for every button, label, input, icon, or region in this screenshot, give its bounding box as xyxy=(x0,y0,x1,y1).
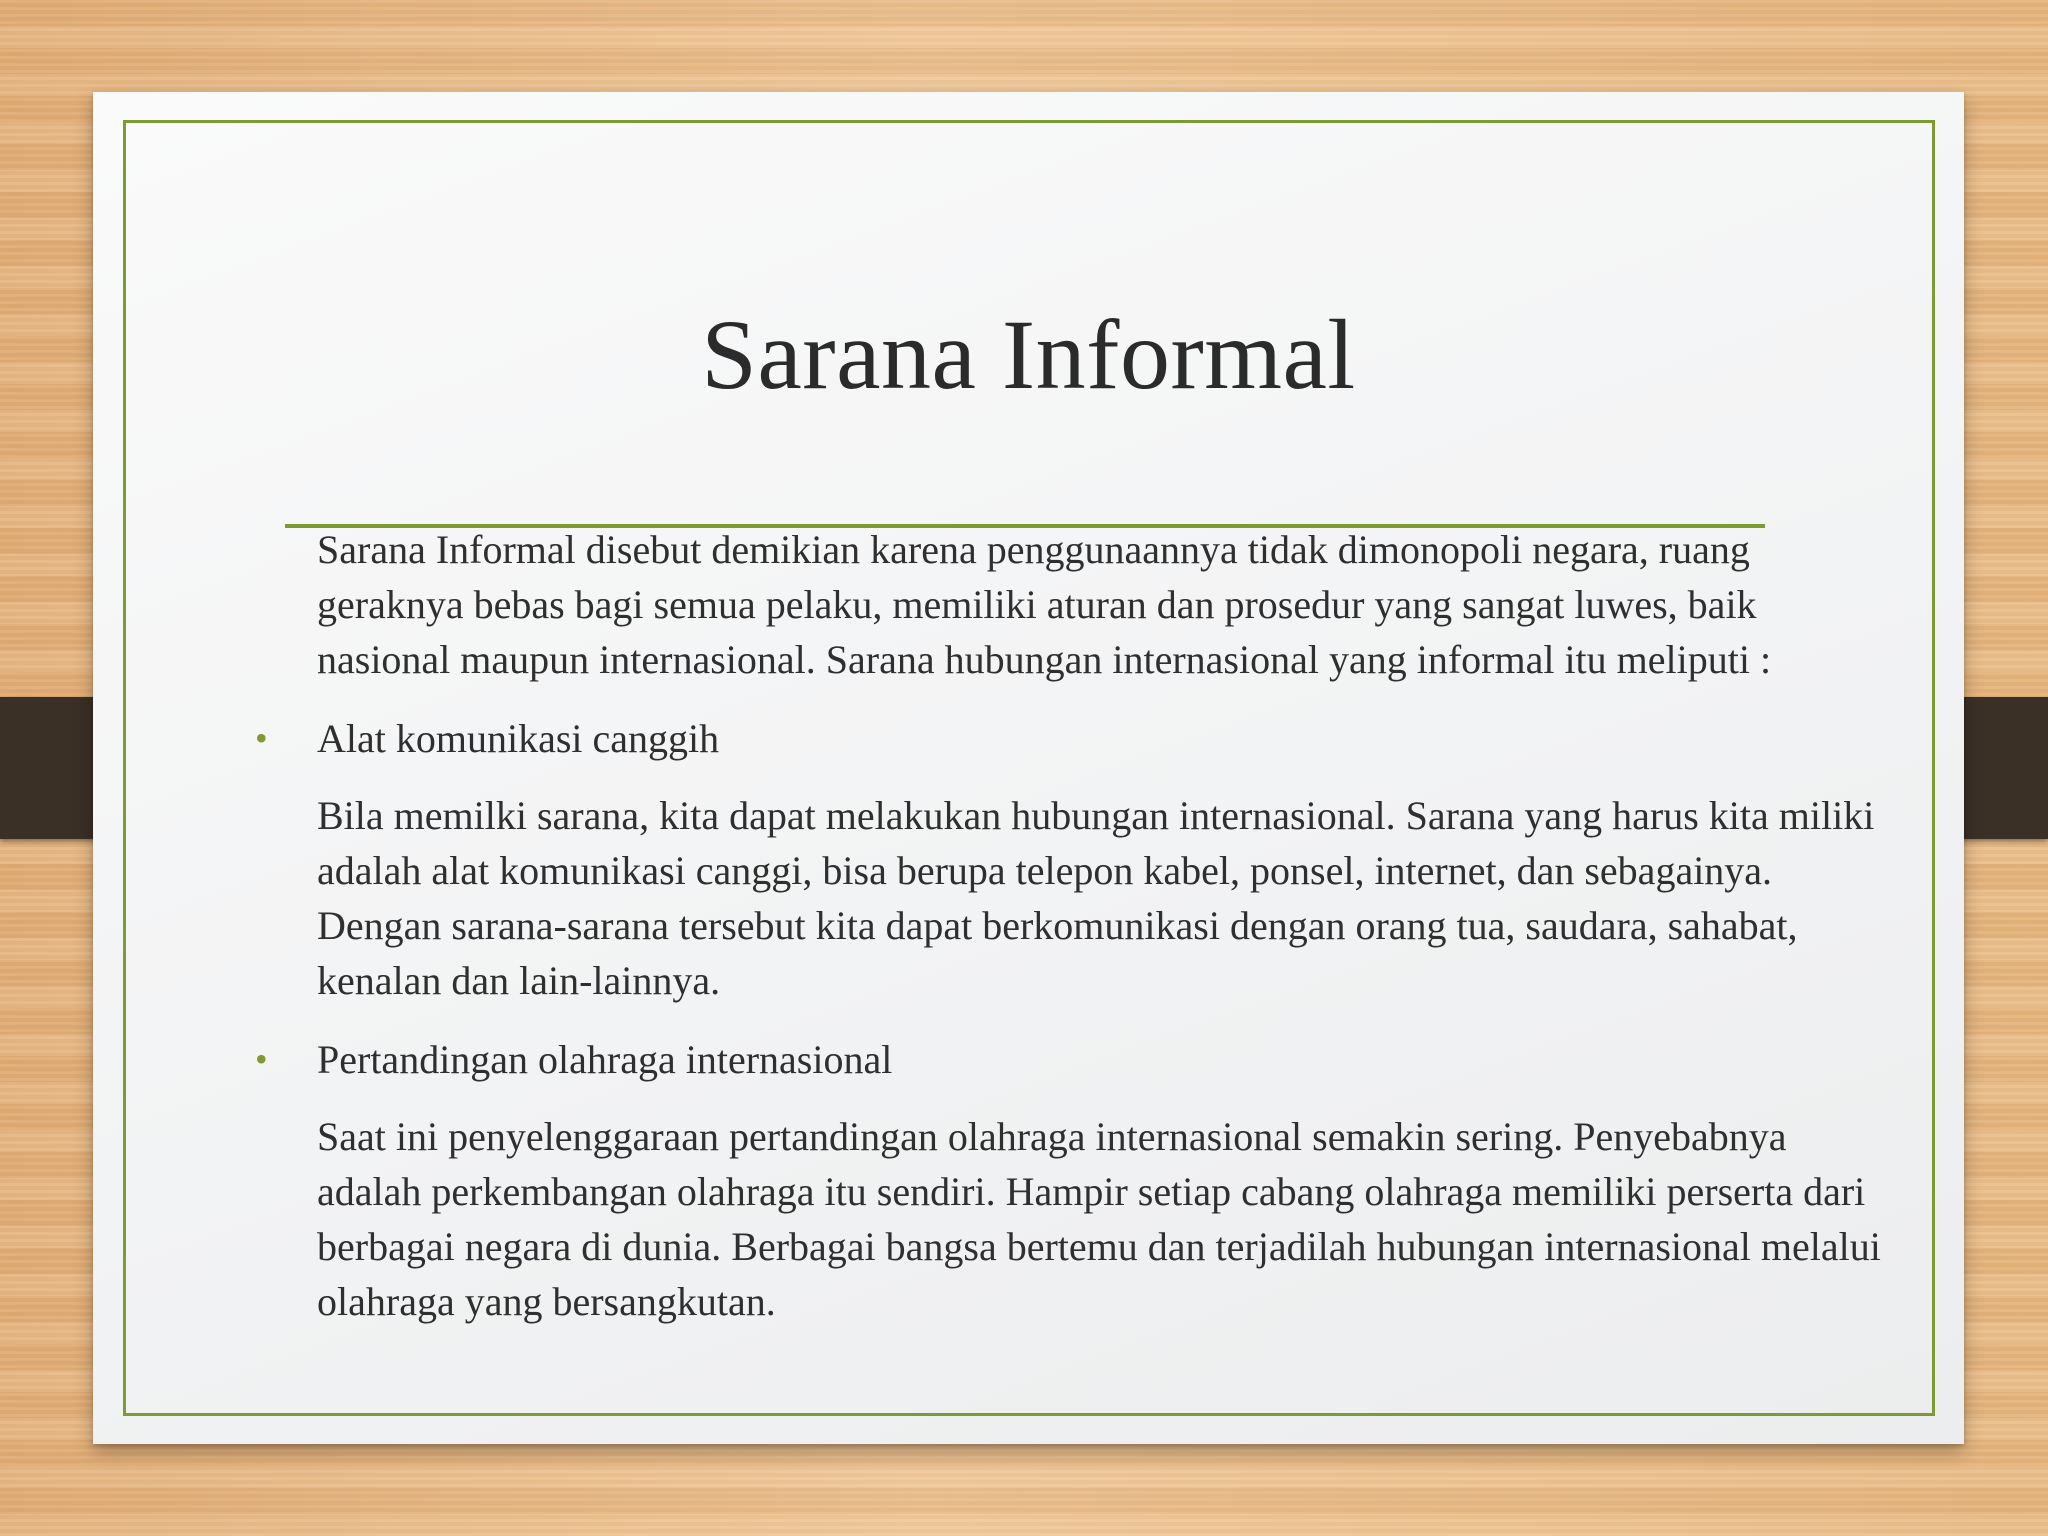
slide-content xyxy=(255,522,1883,1329)
bullet-heading: Alat komunikasi canggih xyxy=(317,716,720,761)
bullet-body: Bila memilki sarana, kita dapat melakukan hubungan internasional. Sarana yang harus kita miliki adalah alat komunikasi canggi, bisa berupa telepon kabel, ponsel, internet, dan sebagainya. Dengan sarana-sarana tersebut kita dapat berkomunikasi dengan orang tua, saudara, sahabat, kenalan dan lain-lainnya. xyxy=(317,793,1875,1003)
bullet-body: Saat ini penyelenggaraan pertandingan olahraga internasional semakin sering. Penyebabnya adalah perkembangan olahraga itu sendiri. Hampir setiap cabang olahraga memiliki perserta dari berbagai negara di dunia. Berbagai bangsa bertemu dan terjadilah hubungan internasional melalui olahraga yang bersangkutan. xyxy=(317,1114,1881,1324)
bullet-dot-icon: • xyxy=(255,1039,268,1079)
intro-paragraph: Sarana Informal disebut demikian karena penggunaannya tidak dimonopoli negara, ruang geraknya bebas bagi semua pelaku, memiliki aturan dan prosedur yang sangat luwes, baik nasional maupun internasional. Sarana hubungan internasional yang informal itu meliputi : xyxy=(317,527,1772,682)
bullet-dot-icon: • xyxy=(255,718,268,758)
slide-card xyxy=(93,92,1964,1444)
slide-title: Sarana Informal xyxy=(701,299,1356,410)
bullet-item-sports xyxy=(255,1032,1883,1087)
bullet-heading: Pertandingan olahraga internasional xyxy=(317,1037,893,1082)
bullet-item-communication xyxy=(255,711,1883,766)
